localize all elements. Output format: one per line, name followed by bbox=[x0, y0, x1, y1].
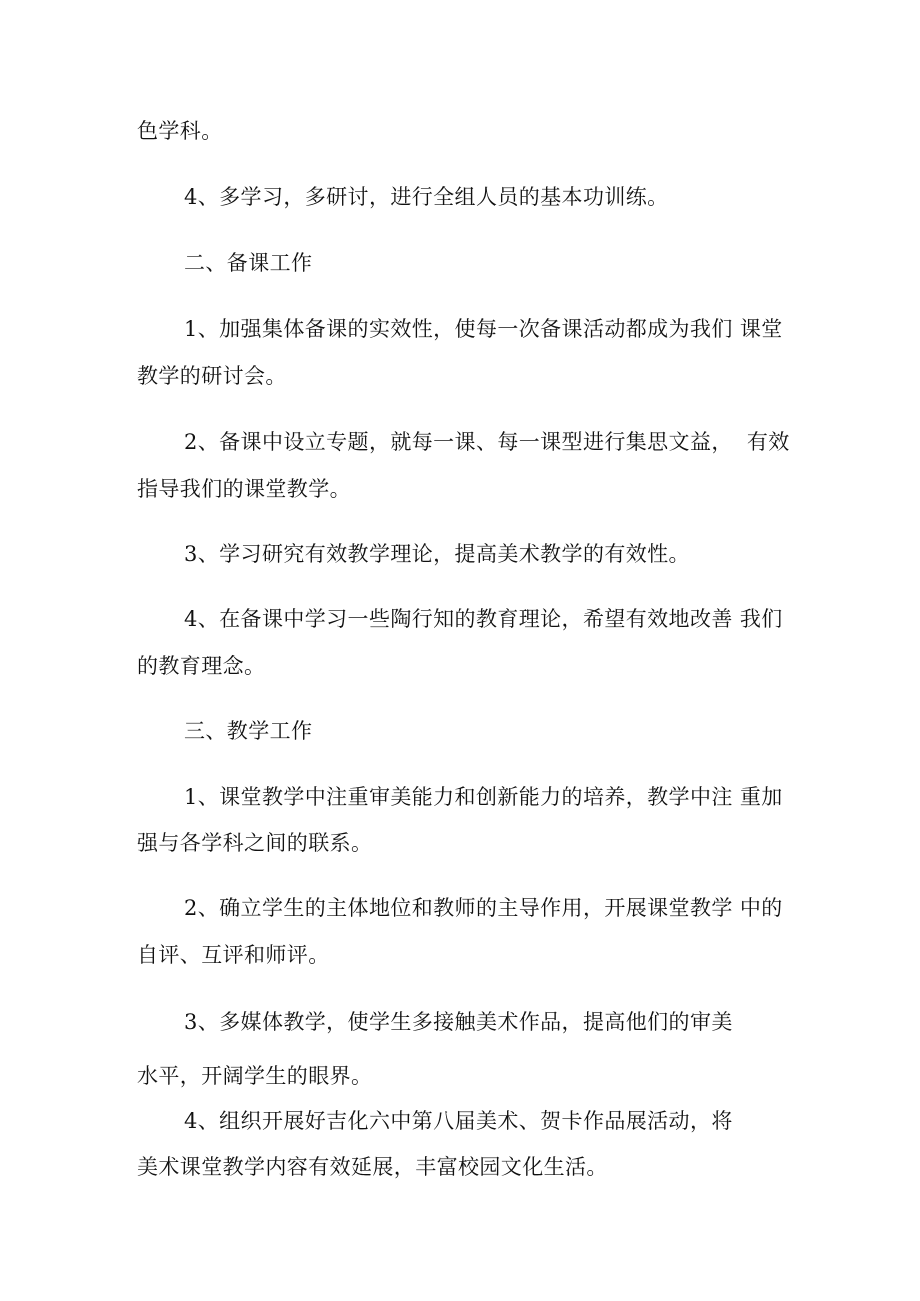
section-heading: 二、备课工作 bbox=[184, 251, 313, 275]
text-line: 1、加强集体备课的实效性，使每一次备课活动都成为我们 课堂 bbox=[184, 317, 783, 341]
text-line: 强与各学科之间的联系。 bbox=[137, 831, 373, 855]
text-line: 4、在备课中学习一些陶行知的教育理论，希望有效地改善 我们 bbox=[184, 607, 783, 631]
text-line: 教学的研讨会。 bbox=[137, 364, 287, 388]
text-line: 2、确立学生的主体地位和教师的主导作用，开展课堂教学 中的 bbox=[184, 896, 783, 920]
text-line: 自评、互评和师评。 bbox=[137, 943, 330, 967]
section-heading: 三、教学工作 bbox=[184, 719, 313, 743]
text-line: 4、多学习，多研讨，进行全组人员的基本功训练。 bbox=[184, 185, 669, 209]
text-line: 色学科。 bbox=[137, 119, 223, 143]
text-line: 水平，开阔学生的眼界。 bbox=[137, 1064, 373, 1088]
text-line: 美术课堂教学内容有效延展，丰富校园文化生活。 bbox=[137, 1155, 608, 1179]
text-line: 2、备课中设立专题，就每一课、每一课型进行集思文益， 有效 bbox=[184, 430, 790, 454]
text-line: 4、组织开展好吉化六中第八届美术、贺卡作品展活动，将 bbox=[184, 1109, 733, 1133]
text-line: 3、多媒体教学，使学生多接触美术作品，提高他们的审美 bbox=[184, 1010, 733, 1034]
text-line: 1、课堂教学中注重审美能力和创新能力的培养，教学中注 重加 bbox=[184, 785, 783, 809]
text-line: 指导我们的课堂教学。 bbox=[137, 477, 351, 501]
text-line: 3、学习研究有效教学理论，提高美术教学的有效性。 bbox=[184, 542, 690, 566]
text-line: 的教育理念。 bbox=[137, 654, 266, 678]
